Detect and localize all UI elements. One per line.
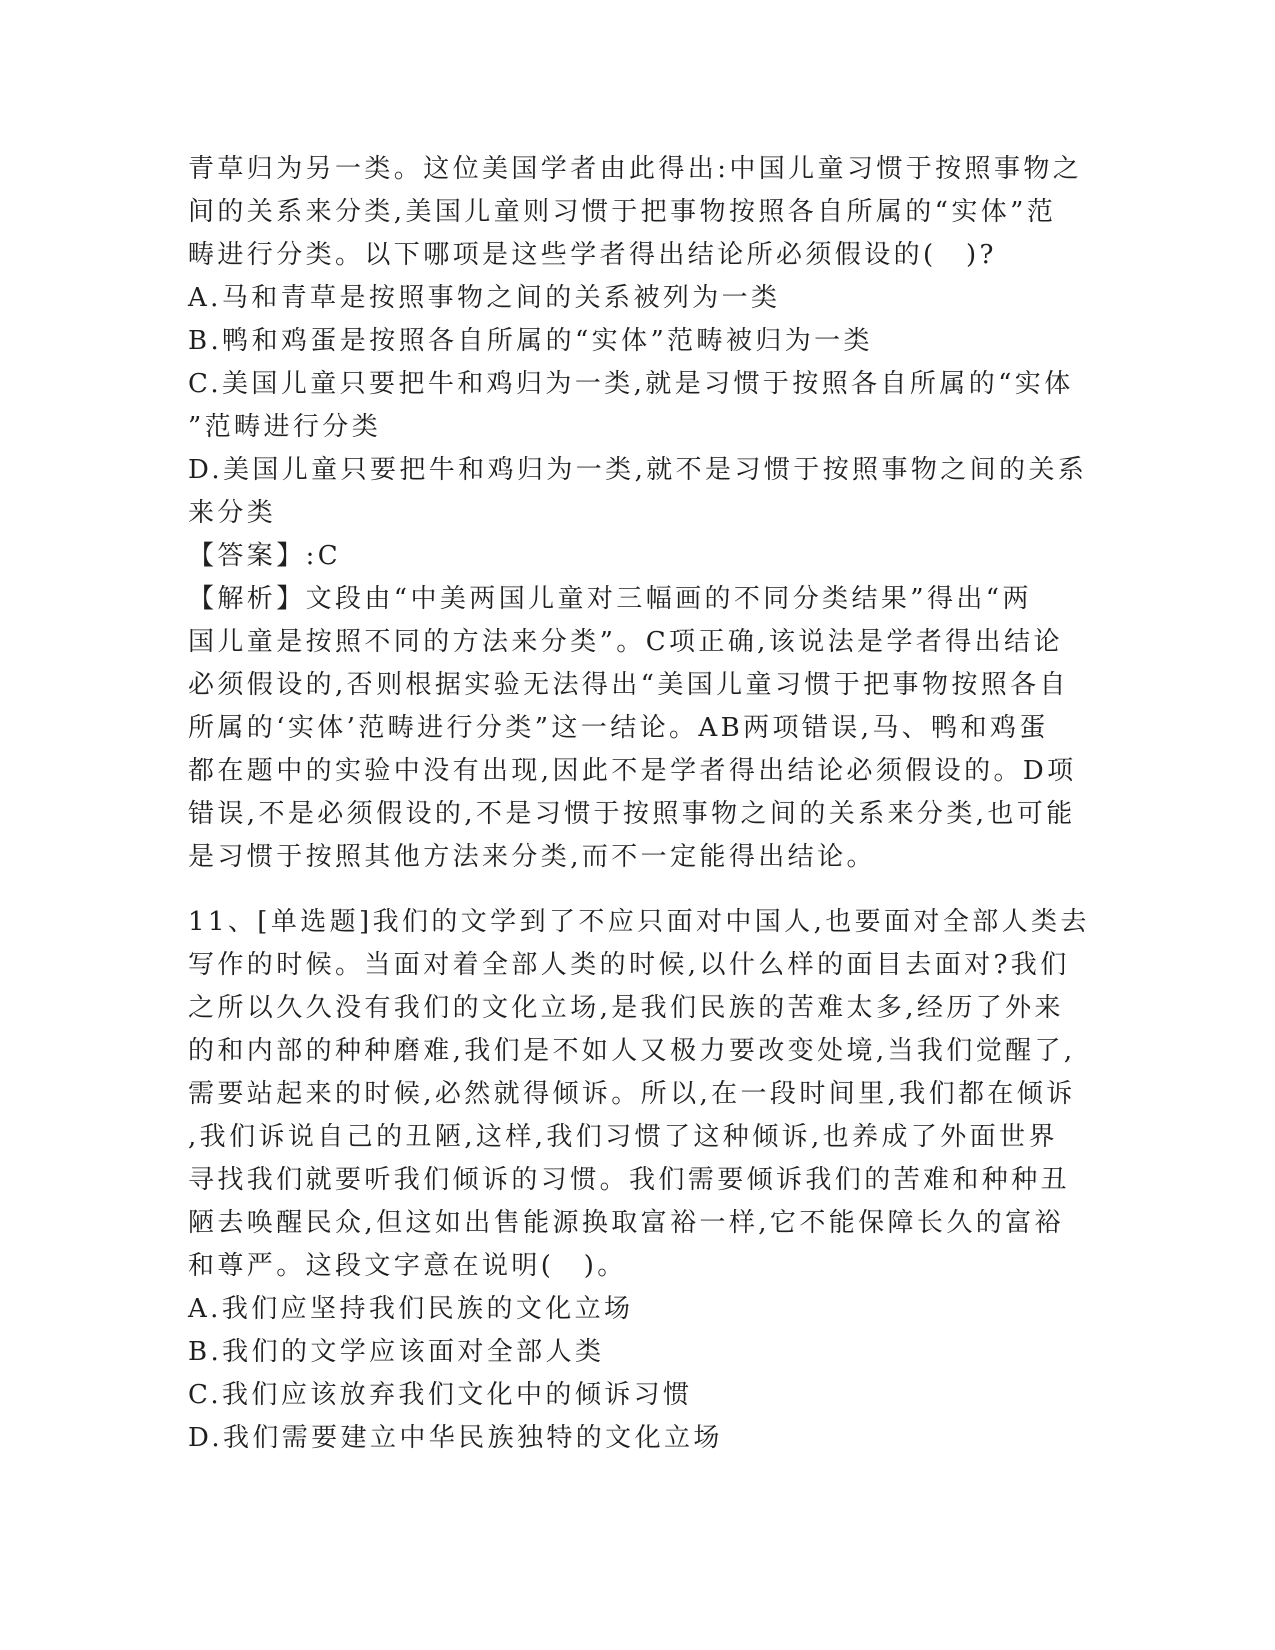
stem-line: 11、[单选题]我们的文学到了不应只面对中国人,也要面对全部人类去 <box>188 907 1090 937</box>
analysis <box>188 578 1088 879</box>
analysis-line: 【解析】文段由“中美两国儿童对三幅画的不同分类结果”得出“两 <box>188 584 1032 614</box>
analysis-line: 错误,不是必须假设的,不是习惯于按照事物之间的关系来分类,也可能 <box>188 799 1076 829</box>
stem-line: 需要站起来的时候,必然就得倾诉。所以,在一段时间里,我们都在倾诉 <box>188 1079 1076 1109</box>
option-b: B.我们的文学应该面对全部人类 <box>188 1337 605 1367</box>
question-10 <box>188 148 1088 879</box>
option-d: D.美国儿童只要把牛和鸡归为一类,就不是习惯于按照事物之间的关系 <box>188 455 1088 485</box>
analysis-line: 必须假设的,否则根据实验无法得出“美国儿童习惯于把事物按照各自 <box>188 670 1069 700</box>
stem-line: 和尊严。这段文字意在说明( )。 <box>188 1251 627 1281</box>
question-10-stem <box>188 148 1088 277</box>
stem-line: 间的关系来分类,美国儿童则习惯于把事物按照各自所属的“实体”范 <box>188 197 1057 227</box>
option-b: B.鸭和鸡蛋是按照各自所属的“实体”范畴被归为一类 <box>188 326 873 356</box>
stem-line: 之所以久久没有我们的文化立场,是我们民族的苦难太多,经历了外来 <box>188 993 1064 1023</box>
stem-line: ,我们诉说自己的丑陋,这样,我们习惯了这种倾诉,也养成了外面世界 <box>188 1122 1058 1152</box>
analysis-line: 所属的‘实体’范畴进行分类”这一结论。AB两项错误,马、鸭和鸡蛋 <box>188 713 1049 743</box>
analysis-line: 是习惯于按照其他方法来分类,而不一定能得出结论。 <box>188 842 876 872</box>
question-spacer <box>188 879 1088 901</box>
stem-line: 的和内部的种种磨难,我们是不如人又极力要改变处境,当我们觉醒了, <box>188 1036 1076 1066</box>
stem-line: 寻找我们就要听我们倾诉的习惯。我们需要倾诉我们的苦难和种种丑 <box>188 1165 1071 1195</box>
option-d: D.我们需要建立中华民族独特的文化立场 <box>188 1423 723 1453</box>
question-11 <box>188 901 1088 1460</box>
question-11-options <box>188 1288 1088 1460</box>
question-11-stem <box>188 901 1088 1288</box>
stem-line: 青草归为另一类。这位美国学者由此得出:中国儿童习惯于按照事物之 <box>188 154 1083 184</box>
answer-line: 【答案】:C <box>188 541 342 571</box>
option-c: C.美国儿童只要把牛和鸡归为一类,就是习惯于按照各自所属的“实体 <box>188 369 1074 399</box>
option-c-continued: ”范畴进行分类 <box>188 412 382 442</box>
option-a: A.马和青草是按照事物之间的关系被列为一类 <box>188 283 781 313</box>
option-c: C.我们应该放弃我们文化中的倾诉习惯 <box>188 1380 693 1410</box>
stem-line: 畴进行分类。以下哪项是这些学者得出结论所必须假设的( )? <box>188 240 997 270</box>
stem-line: 陋去唤醒民众,但这如出售能源换取富裕一样,它不能保障长久的富裕 <box>188 1208 1064 1238</box>
option-d-continued: 来分类 <box>188 498 277 528</box>
option-a: A.我们应坚持我们民族的文化立场 <box>188 1294 634 1324</box>
analysis-line: 国儿童是按照不同的方法来分类”。C项正确,该说法是学者得出结论 <box>188 627 1063 657</box>
stem-line: 写作的时候。当面对着全部人类的时候,以什么样的面目去面对?我们 <box>188 950 1070 980</box>
analysis-line: 都在题中的实验中没有出现,因此不是学者得出结论必须假设的。D项 <box>188 756 1077 786</box>
document-page <box>188 148 1088 1460</box>
question-10-options <box>188 277 1088 535</box>
